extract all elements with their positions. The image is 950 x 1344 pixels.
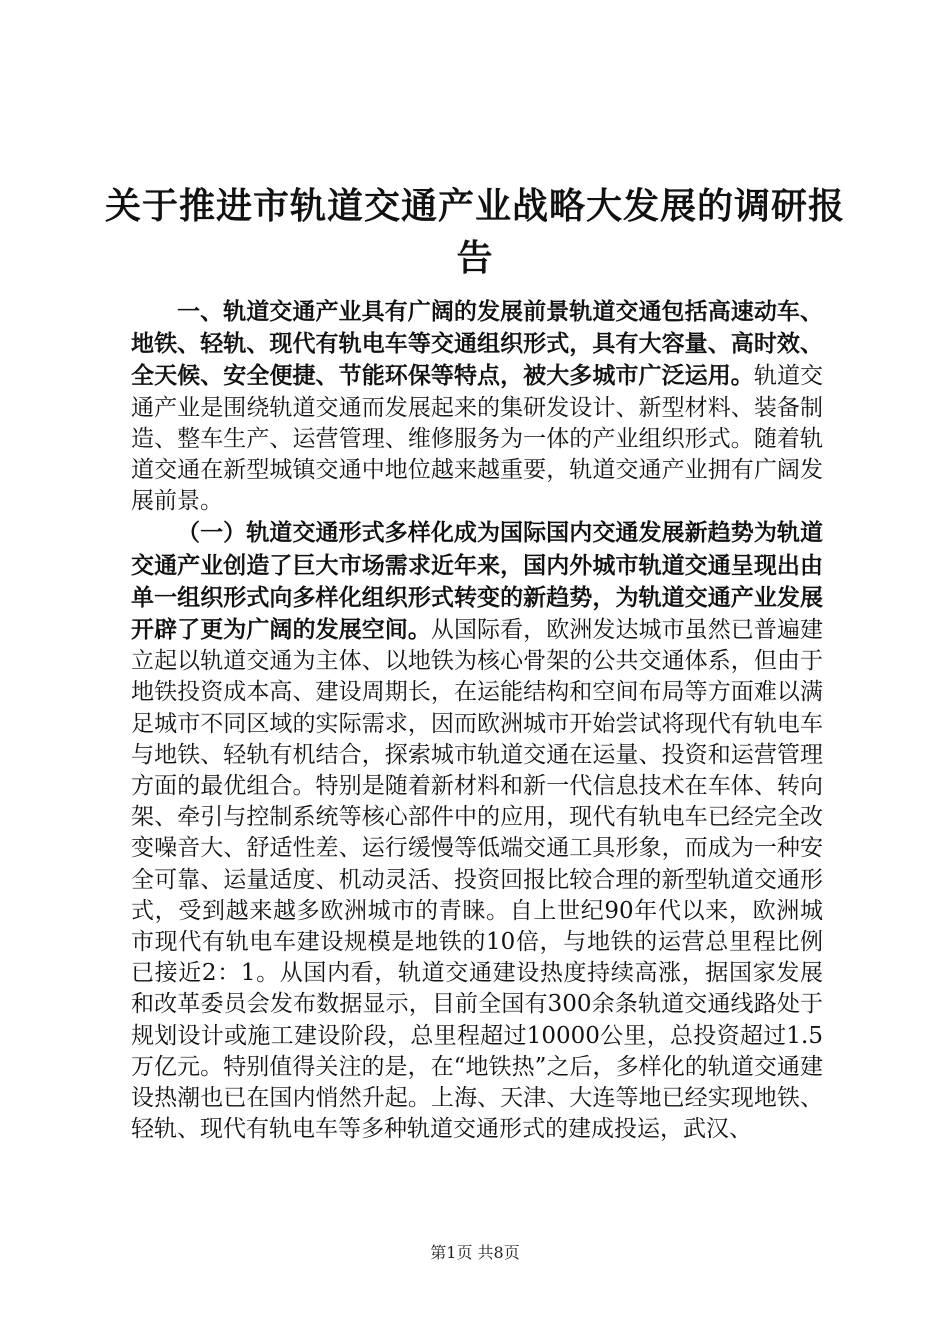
section-heading-1: 一、轨道交通产业具有广阔的发展前景轨道交通包括高速动车、地铁、轻轨、现代有轨电车等交通组织形式，具有大容量、高时效、全天候、安全便捷、节能环保等特点，被大多城市广泛运用。 [131, 298, 823, 390]
paragraph-2 [131, 517, 823, 1145]
section-heading-2: （一）轨道交通形式多样化成为国际国内交通发展新趋势为轨道交通产业创造了巨大市场需求近年来，国内外城市轨道交通呈现出由单一组织形式向多样化组织形式转变的新趋势，为轨道交通产业发展开辟了更为广阔的发展空间。 [131, 519, 823, 644]
paragraph-1 [131, 296, 823, 517]
page-number-footer: 第1页 共8页 [430, 1243, 520, 1262]
paragraph-1-text: 轨道交通产业是围绕轨道交通而发展起来的集研发设计、新型材料、装备制造、整车生产、运营管理、维修服务为一体的产业组织形式。随着轨道交通在新型城镇交通中地位越来越重要，轨道交通产业拥有广阔发展前景。 [131, 363, 824, 515]
document-title: 关于推进市轨道交通产业战略大发展的调研报告 [104, 185, 845, 279]
paragraph-2-text: 从国际看，欧洲发达城市虽然已普遍建立起以轨道交通为主体、以地铁为核心骨架的公共交通体系，但由于地铁投资成本高、建设周期长，在运能结构和空间布局等方面难以满足城市不同区域的实际需求，因而欧洲城市开始尝试将现代有轨电车与地铁、轻轨有机结合，探索城市轨道交通在运量、投资和运营管理方面的最优组合。特别是随着新材料和新一代信息技术在车体、转向架、牵引与控制系统等核心部件中的应用，现代有轨电车已经完全改变噪音大、舒适性差、运行缓慢等低端交通工具形象，而成为一种安全可靠、运量适度、机动灵活、投资回报比较合理的新型轨道交通形式，受到越来越多欧洲城市的青睐。自上世纪90年代以来，欧洲城市现代有轨电车建设规模是地铁的10倍，与地铁的运营总里程比例已接近2：1。从国内看，轨道交通建设热度持续高涨，据国家发展和改革委员会发布数据显示，目前全国有300余条轨道交通线路处于规划设计或施工建设阶段，总里程超过10000公里，总投资超过1.5万亿元。特别值得关注的是，在“地铁热”之后，多样化的轨道交通建设热潮也已在国内悄然升起。上海、天津、大连等地已经实现地铁、轻轨、现代有轨电车等多种轨道交通形式的建成投运，武汉、 [131, 617, 824, 1143]
document-body [131, 296, 823, 1145]
